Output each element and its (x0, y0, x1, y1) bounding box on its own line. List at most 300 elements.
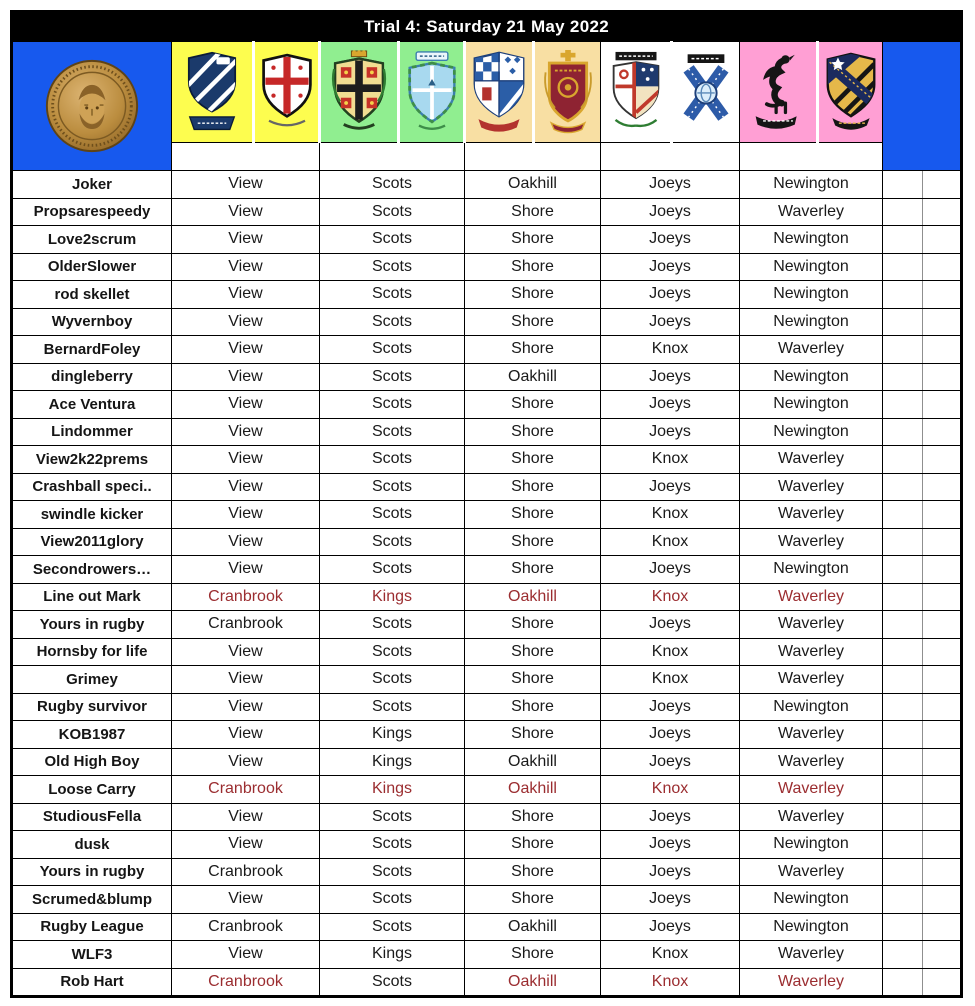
pick-cell: Knox (601, 583, 740, 611)
empty-score-cell (883, 198, 923, 226)
pick-cell: Shore (465, 226, 601, 254)
empty-score-cell (883, 638, 923, 666)
gap-cell (172, 143, 320, 171)
pick-cell: Shore (465, 418, 601, 446)
pick-cell: Knox (601, 446, 740, 474)
pick-cell: View (172, 308, 320, 336)
empty-score-cell (923, 446, 962, 474)
pick-cell: View (172, 171, 320, 199)
pick-cell: Shore (465, 446, 601, 474)
tip-row (12, 858, 962, 886)
tip-row (12, 281, 962, 309)
empty-score-cell (923, 583, 962, 611)
title-row (12, 12, 962, 42)
pick-cell: Oakhill (465, 583, 601, 611)
pick-cell: Newington (740, 391, 883, 419)
pick-cell: Oakhill (465, 776, 601, 804)
pick-cell: Waverley (740, 941, 883, 969)
shore-crest-cell (465, 42, 534, 143)
pick-cell: Joeys (601, 831, 740, 859)
pick-cell: View (172, 556, 320, 584)
tip-row (12, 776, 962, 804)
pick-cell: Joeys (601, 886, 740, 914)
waverley-crest-cell (818, 42, 883, 143)
pick-cell: Shore (465, 198, 601, 226)
pick-cell: Knox (601, 528, 740, 556)
tip-row (12, 721, 962, 749)
pick-cell: Shore (465, 336, 601, 364)
tipper-name-cell: Secondrowers… (12, 556, 172, 584)
pick-cell: Shore (465, 308, 601, 336)
empty-score-cell (923, 501, 962, 529)
oakhill-crest-icon (541, 50, 595, 134)
pick-cell: Newington (740, 226, 883, 254)
pick-cell: Oakhill (465, 748, 601, 776)
pick-cell: Waverley (740, 473, 883, 501)
tipper-name-cell: Hornsby for life (12, 638, 172, 666)
empty-score-cell (883, 666, 923, 694)
scots-crest-cell (320, 42, 399, 143)
pick-cell: View (172, 418, 320, 446)
empty-score-cell (923, 253, 962, 281)
pick-cell: Waverley (740, 776, 883, 804)
pick-cell: Kings (320, 721, 465, 749)
pick-cell: View (172, 831, 320, 859)
pick-cell: View (172, 693, 320, 721)
pick-cell: Scots (320, 803, 465, 831)
empty-score-cell (923, 831, 962, 859)
empty-score-cell (923, 418, 962, 446)
tip-row (12, 418, 962, 446)
empty-score-cell (923, 693, 962, 721)
pick-cell: Waverley (740, 336, 883, 364)
pick-cell: Waverley (740, 583, 883, 611)
tipper-name-cell: Lindommer (12, 418, 172, 446)
empty-score-cell (923, 886, 962, 914)
tipping-table (10, 10, 963, 998)
pick-cell: Scots (320, 473, 465, 501)
empty-score-cell (923, 198, 962, 226)
empty-score-cell (883, 831, 923, 859)
pick-cell: Cranbrook (172, 858, 320, 886)
pick-cell: Knox (601, 776, 740, 804)
empty-score-cell (883, 748, 923, 776)
tipper-name-cell: Love2scrum (12, 226, 172, 254)
pick-cell: Oakhill (465, 968, 601, 997)
tip-row (12, 968, 962, 997)
pick-cell: Knox (601, 941, 740, 969)
pick-cell: Scots (320, 666, 465, 694)
empty-score-cell (923, 556, 962, 584)
pick-cell: Joeys (601, 858, 740, 886)
newington-crest-icon (750, 51, 806, 133)
pick-cell: Joeys (601, 611, 740, 639)
sydney-high-crest-icon (184, 51, 240, 133)
shore-crest-icon (471, 50, 527, 134)
pick-cell: Shore (465, 693, 601, 721)
tip-row (12, 226, 962, 254)
empty-score-cell (923, 281, 962, 309)
joeys-crest-icon (608, 51, 664, 133)
pick-cell: Joeys (601, 803, 740, 831)
pick-cell: Shore (465, 831, 601, 859)
pick-cell: View (172, 721, 320, 749)
pick-cell: Joeys (601, 281, 740, 309)
tipper-name-cell: swindle kicker (12, 501, 172, 529)
tip-row (12, 583, 962, 611)
pick-cell: View (172, 886, 320, 914)
pick-cell: Waverley (740, 446, 883, 474)
tip-row (12, 528, 962, 556)
pick-cell: View (172, 336, 320, 364)
empty-score-cell (883, 446, 923, 474)
pick-cell: View (172, 363, 320, 391)
empty-score-cell (923, 748, 962, 776)
pick-cell: View (172, 501, 320, 529)
pick-cell: Knox (601, 336, 740, 364)
tip-row (12, 941, 962, 969)
joeys-crest-cell (601, 42, 672, 143)
pick-cell: Shore (465, 666, 601, 694)
pick-cell: Scots (320, 858, 465, 886)
tip-row (12, 446, 962, 474)
empty-score-cell (923, 336, 962, 364)
tip-row (12, 391, 962, 419)
tipper-name-cell: OlderSlower (12, 253, 172, 281)
tipper-name-cell: View2011glory (12, 528, 172, 556)
tips-body (12, 171, 962, 997)
pick-cell: Scots (320, 913, 465, 941)
gap-cell (740, 143, 883, 171)
empty-score-cell (883, 913, 923, 941)
pick-cell: Scots (320, 831, 465, 859)
pick-cell: Shore (465, 886, 601, 914)
empty-score-cell (883, 693, 923, 721)
pick-cell: Joeys (601, 171, 740, 199)
tipper-name-cell: Rugby League (12, 913, 172, 941)
pick-cell: Kings (320, 776, 465, 804)
pick-cell: Waverley (740, 721, 883, 749)
pick-cell: Scots (320, 281, 465, 309)
pick-cell: Knox (601, 666, 740, 694)
tip-row (12, 556, 962, 584)
empty-score-cell (883, 583, 923, 611)
tipper-name-cell: Rob Hart (12, 968, 172, 997)
pick-cell: Waverley (740, 528, 883, 556)
kings-crest-cell (399, 42, 465, 143)
empty-score-cell (883, 473, 923, 501)
tipper-name-cell: WLF3 (12, 941, 172, 969)
pick-cell: Newington (740, 418, 883, 446)
tip-row (12, 501, 962, 529)
pick-cell: View (172, 446, 320, 474)
gap-cell (601, 143, 740, 171)
empty-score-cell (883, 308, 923, 336)
empty-score-cell (923, 528, 962, 556)
empty-score-cell (883, 336, 923, 364)
empty-score-cell (883, 226, 923, 254)
title-bar (12, 12, 962, 42)
pick-cell: Kings (320, 583, 465, 611)
tipper-name-cell: Joker (12, 171, 172, 199)
pick-cell: Shore (465, 556, 601, 584)
tipper-name-cell: Propsarespeedy (12, 198, 172, 226)
empty-score-cell (923, 913, 962, 941)
pick-cell: Shore (465, 501, 601, 529)
pick-cell: Waverley (740, 748, 883, 776)
pick-cell: Scots (320, 638, 465, 666)
empty-score-cell (923, 776, 962, 804)
pick-cell: Joeys (601, 693, 740, 721)
tipper-name-cell: KOB1987 (12, 721, 172, 749)
sydney-high-crest-cell (172, 42, 254, 143)
tipper-name-cell: Loose Carry (12, 776, 172, 804)
empty-score-cell (883, 886, 923, 914)
pick-cell: Newington (740, 831, 883, 859)
tip-row (12, 336, 962, 364)
empty-score-cell (883, 528, 923, 556)
pick-cell: Cranbrook (172, 611, 320, 639)
page-title: Trial 4: Saturday 21 May 2022 (364, 17, 609, 36)
empty-score-cell (883, 776, 923, 804)
tipper-name-cell: Old High Boy (12, 748, 172, 776)
pick-cell: Joeys (601, 391, 740, 419)
empty-score-cell (923, 308, 962, 336)
pick-cell: Newington (740, 363, 883, 391)
tip-row (12, 638, 962, 666)
pick-cell: View (172, 226, 320, 254)
tip-row (12, 803, 962, 831)
pick-cell: Oakhill (465, 913, 601, 941)
pick-cell: Shore (465, 391, 601, 419)
tipper-name-cell: Crashball speci.. (12, 473, 172, 501)
tip-row (12, 253, 962, 281)
tip-row (12, 198, 962, 226)
pick-cell: Shore (465, 281, 601, 309)
empty-score-cell (883, 858, 923, 886)
pick-cell: View (172, 666, 320, 694)
tip-row (12, 748, 962, 776)
pick-cell: Shore (465, 473, 601, 501)
empty-score-cell (883, 391, 923, 419)
pick-cell: View (172, 941, 320, 969)
gap-cell (465, 143, 601, 171)
empty-score-cell (883, 501, 923, 529)
pick-cell: Joeys (601, 721, 740, 749)
pick-cell: Newington (740, 171, 883, 199)
empty-score-cell (923, 968, 962, 997)
pick-cell: Shore (465, 803, 601, 831)
pick-cell: Joeys (601, 418, 740, 446)
pick-cell: View (172, 473, 320, 501)
empty-score-cell (883, 253, 923, 281)
pick-cell: Knox (601, 501, 740, 529)
pick-cell: Joeys (601, 556, 740, 584)
tip-row (12, 913, 962, 941)
cranbrook-crest-icon (260, 52, 314, 132)
pick-cell: Kings (320, 748, 465, 776)
pick-cell: View (172, 803, 320, 831)
tipper-name-cell: Ace Ventura (12, 391, 172, 419)
pick-cell: Cranbrook (172, 913, 320, 941)
pick-cell: Waverley (740, 803, 883, 831)
empty-score-cell (923, 226, 962, 254)
pick-cell: Newington (740, 693, 883, 721)
pick-cell: Scots (320, 198, 465, 226)
empty-score-cell (883, 556, 923, 584)
empty-score-cell (923, 391, 962, 419)
pick-cell: Joeys (601, 748, 740, 776)
cranbrook-crest-cell (254, 42, 320, 143)
pick-cell: Waverley (740, 666, 883, 694)
pick-cell: Waverley (740, 638, 883, 666)
pick-cell: Scots (320, 446, 465, 474)
waverley-crest-icon (824, 51, 878, 133)
scots-crest-icon (330, 50, 388, 134)
pick-cell: Newington (740, 308, 883, 336)
crest-header-row (12, 42, 962, 143)
empty-score-cell (923, 858, 962, 886)
pick-cell: Waverley (740, 198, 883, 226)
pick-cell: Scots (320, 171, 465, 199)
pick-cell: Shore (465, 941, 601, 969)
tip-row (12, 611, 962, 639)
pick-cell: Scots (320, 968, 465, 997)
pick-cell: Newington (740, 556, 883, 584)
empty-score-cell (883, 363, 923, 391)
tip-row (12, 171, 962, 199)
empty-score-cell (923, 611, 962, 639)
pick-cell: Joeys (601, 913, 740, 941)
pick-cell: Scots (320, 886, 465, 914)
empty-score-cell (923, 638, 962, 666)
pick-cell: Shore (465, 611, 601, 639)
pick-cell: View (172, 281, 320, 309)
pick-cell: Joeys (601, 363, 740, 391)
pick-cell: Scots (320, 528, 465, 556)
pick-cell: Shore (465, 858, 601, 886)
pick-cell: Scots (320, 308, 465, 336)
empty-score-cell (923, 941, 962, 969)
right-blue-cell (883, 42, 962, 171)
empty-score-cell (883, 941, 923, 969)
kings-crest-icon (404, 51, 460, 133)
pick-cell: Shore (465, 721, 601, 749)
pick-cell: Joeys (601, 308, 740, 336)
pick-cell: Joeys (601, 473, 740, 501)
pick-cell: Newington (740, 281, 883, 309)
pick-cell: Knox (601, 638, 740, 666)
tipper-name-cell: View2k22prems (12, 446, 172, 474)
tip-row (12, 831, 962, 859)
tipper-name-cell: Scrumed&blump (12, 886, 172, 914)
tipper-name-cell: Yours in rugby (12, 611, 172, 639)
empty-score-cell (883, 611, 923, 639)
tip-row (12, 473, 962, 501)
empty-score-cell (923, 363, 962, 391)
association-medal-cell (12, 42, 172, 171)
pick-cell: View (172, 253, 320, 281)
pick-cell: View (172, 528, 320, 556)
empty-score-cell (883, 721, 923, 749)
pick-cell: Kings (320, 941, 465, 969)
tipper-name-cell: dusk (12, 831, 172, 859)
pick-cell: Cranbrook (172, 583, 320, 611)
tipper-name-cell: Wyvernboy (12, 308, 172, 336)
pick-cell: Waverley (740, 858, 883, 886)
pick-cell: View (172, 391, 320, 419)
pick-cell: Newington (740, 253, 883, 281)
pick-cell: Scots (320, 693, 465, 721)
tipper-name-cell: rod skellet (12, 281, 172, 309)
pick-cell: Oakhill (465, 171, 601, 199)
pick-cell: View (172, 748, 320, 776)
tip-row (12, 308, 962, 336)
empty-score-cell (883, 968, 923, 997)
tipper-name-cell: Grimey (12, 666, 172, 694)
knox-crest-cell (672, 42, 740, 143)
empty-score-cell (923, 721, 962, 749)
tipper-name-cell: Rugby survivor (12, 693, 172, 721)
tipper-name-cell: dingleberry (12, 363, 172, 391)
pick-cell: Knox (601, 968, 740, 997)
tip-row (12, 886, 962, 914)
empty-score-cell (923, 666, 962, 694)
pick-cell: Scots (320, 336, 465, 364)
gps-association-medal-icon (13, 58, 171, 154)
pick-cell: Shore (465, 638, 601, 666)
pick-cell: Newington (740, 886, 883, 914)
pick-cell: Shore (465, 528, 601, 556)
pick-cell: Scots (320, 391, 465, 419)
pick-cell: Scots (320, 226, 465, 254)
empty-score-cell (883, 281, 923, 309)
tip-row (12, 666, 962, 694)
empty-score-cell (923, 473, 962, 501)
tipper-name-cell: Line out Mark (12, 583, 172, 611)
pick-cell: Waverley (740, 968, 883, 997)
empty-score-cell (883, 803, 923, 831)
pick-cell: Scots (320, 418, 465, 446)
empty-score-cell (923, 171, 962, 199)
pick-cell: Scots (320, 363, 465, 391)
pick-cell: Scots (320, 501, 465, 529)
pick-cell: Waverley (740, 501, 883, 529)
knox-crest-icon (677, 53, 735, 131)
pick-cell: Scots (320, 253, 465, 281)
pick-cell: Cranbrook (172, 968, 320, 997)
pick-cell: Oakhill (465, 363, 601, 391)
oakhill-crest-cell (534, 42, 601, 143)
tipper-name-cell: BernardFoley (12, 336, 172, 364)
pick-cell: Joeys (601, 253, 740, 281)
tipper-name-cell: StudiousFella (12, 803, 172, 831)
tip-row (12, 363, 962, 391)
gap-cell (320, 143, 465, 171)
pick-cell: Waverley (740, 611, 883, 639)
tipper-name-cell: Yours in rugby (12, 858, 172, 886)
pick-cell: View (172, 638, 320, 666)
empty-score-cell (923, 803, 962, 831)
tip-row (12, 693, 962, 721)
empty-score-cell (883, 418, 923, 446)
pick-cell: Joeys (601, 198, 740, 226)
pick-cell: View (172, 198, 320, 226)
pick-cell: Cranbrook (172, 776, 320, 804)
pick-cell: Shore (465, 253, 601, 281)
empty-score-cell (883, 171, 923, 199)
pick-cell: Scots (320, 611, 465, 639)
